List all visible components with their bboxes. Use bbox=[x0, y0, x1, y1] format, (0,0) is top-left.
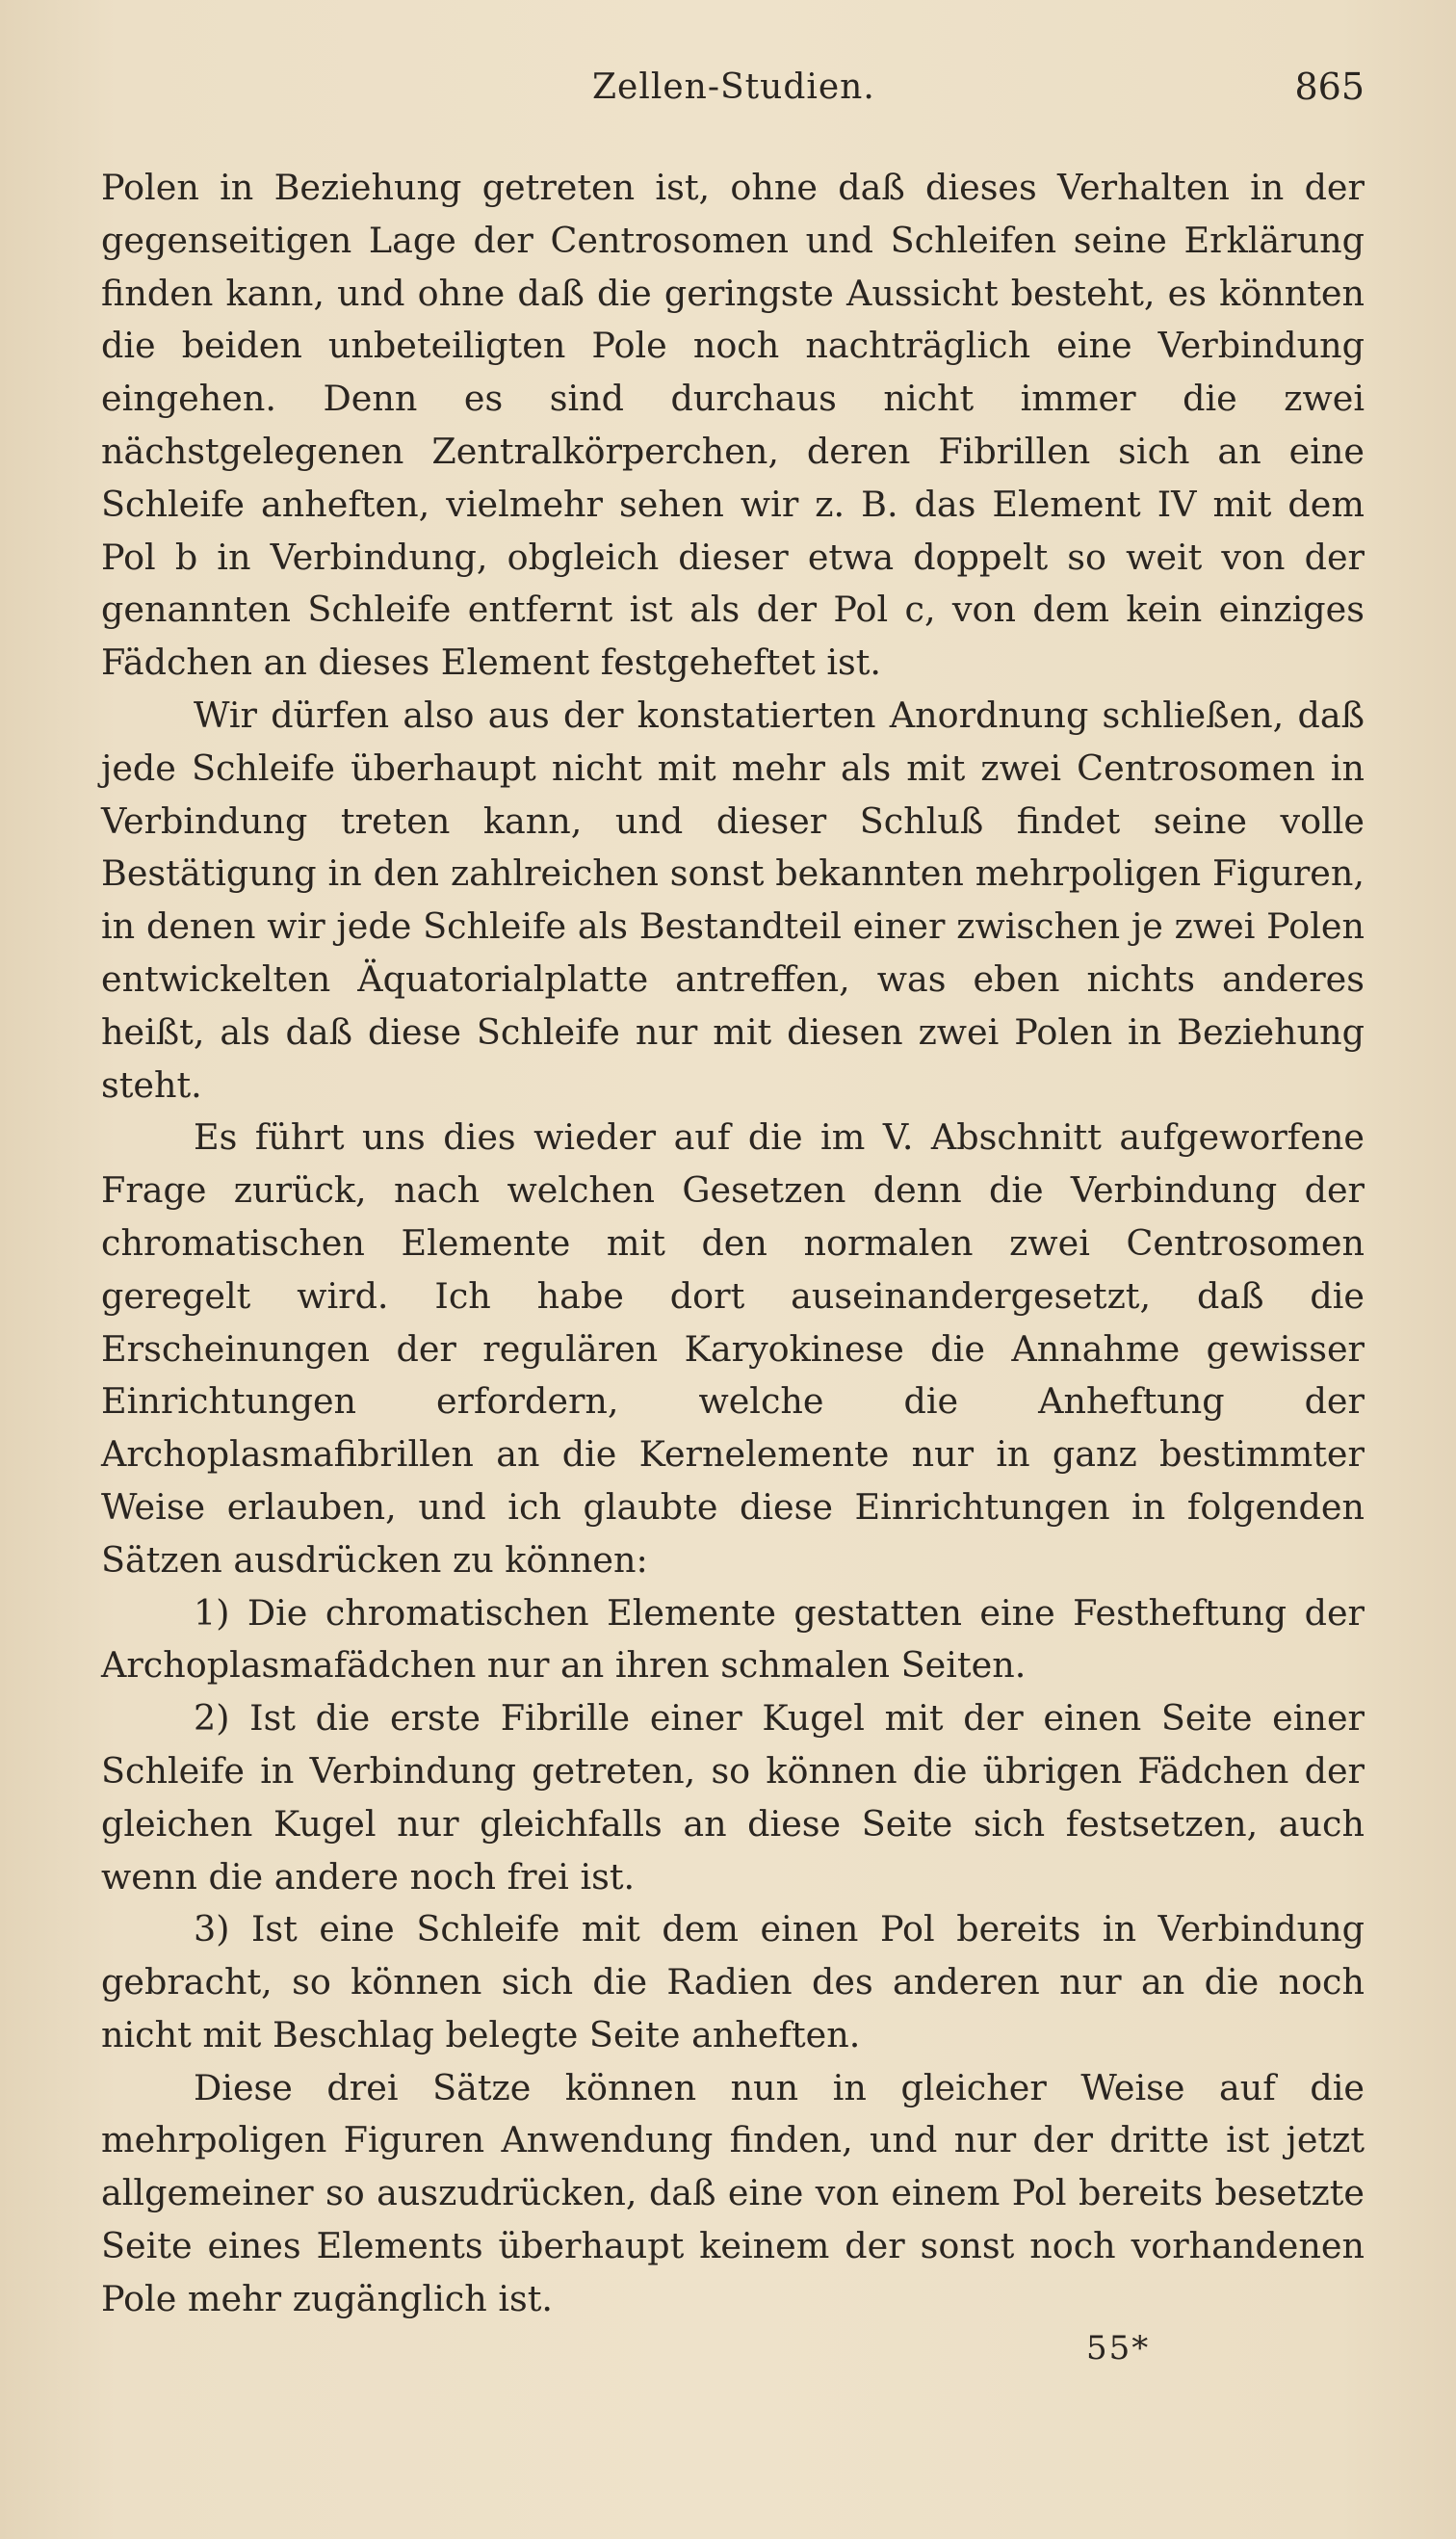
paragraph: Polen in Beziehung getreten ist, ohne daß dieses Verhalten in der gegenseitigen Lage der Centrosomen und Schleifen seine Erklärung finden kann, und ohne daß die geringste Aussicht besteht, es könnten die beiden unbeteiligten Pole noch nachträglich eine Verbindung eingehen. Denn es sind durchaus nicht immer die zwei nächstgelegenen Zentralkörperchen, deren Fibrillen sich an eine Schleife anheften, vielmehr sehen wir z. B. das Element IV mit dem Pol b in Verbindung, obgleich dieser etwa doppelt so weit von der genannten Schleife entfernt ist als der Pol c, von dem kein einziges Fädchen an dieses Element festgeheftet ist. bbox=[101, 167, 1365, 684]
numbered-item-2: 2) Ist die erste Fibrille einer Kugel mit der einen Seite einer Schleife in Verbindung getreten, so können die übrigen Fädchen der gleichen Kugel nur gleichfalls an diese Seite sich festsetzen, auch wenn die andere noch frei ist. bbox=[101, 1697, 1365, 1898]
paragraph: Es führt uns dies wieder auf die im V. Abschnitt aufgeworfene Frage zurück, nach welchen Gesetzen denn die Verbindung der chromatischen Elemente mit den normalen zwei Centrosomen geregelt wird. Ich habe dort auseinandergesetzt, daß die Erscheinungen der regulären Karyokinese die Annahme gewisser Einrichtungen erfordern, welche die Anheftung der Archoplasmafibrillen an die Kernelemente nur in ganz bestimmter Weise erlauben, und ich glaubte diese Einrichtungen in folgenden Sätzen ausdrücken zu können: bbox=[101, 1116, 1365, 1581]
sheet-signature: 55* bbox=[1086, 2329, 1151, 2368]
numbered-item-1: 1) Die chromatischen Elemente gestatten eine Festheftung der Archoplasmafädchen nur an ihren schmalen Seiten. bbox=[101, 1591, 1365, 1687]
paragraph: Wir dürfen also aus der konstatierten Anordnung schließen, daß jede Schleife überhaupt nicht mit mehr als mit zwei Centrosomen in Verbindung treten kann, und dieser Schluß findet seine volle Bestätigung in den zahlreichen sonst bekannten mehrpoligen Figuren, in denen wir jede Schleife als Bestandteil einer zwischen je zwei Polen entwickelten Äquatorialplatte antreffen, was eben nichts anderes heißt, als daß diese Schleife nur mit diesen zwei Polen in Beziehung steht. bbox=[101, 694, 1365, 1106]
running-title: Zellen-Studien. bbox=[592, 67, 875, 107]
page-number: 865 bbox=[1294, 65, 1365, 108]
paragraph: Diese drei Sätze können nun in gleicher Weise auf die mehrpoligen Figuren Anwendung finden, und nur der dritte ist jetzt allgemeiner so auszudrücken, daß eine von einem Pol bereits besetzte Seite eines Elements überhaupt keinem der sonst noch vorhandenen Pole mehr zugänglich ist. bbox=[101, 2066, 1365, 2319]
numbered-item-3: 3) Ist eine Schleife mit dem einen Pol bereits in Verbindung gebracht, so können sich die Radien des anderen nur an die noch nicht mit Beschlag belegte Seite anheften. bbox=[101, 1908, 1365, 2055]
page-header bbox=[101, 67, 1365, 125]
body-text bbox=[101, 162, 1365, 2326]
